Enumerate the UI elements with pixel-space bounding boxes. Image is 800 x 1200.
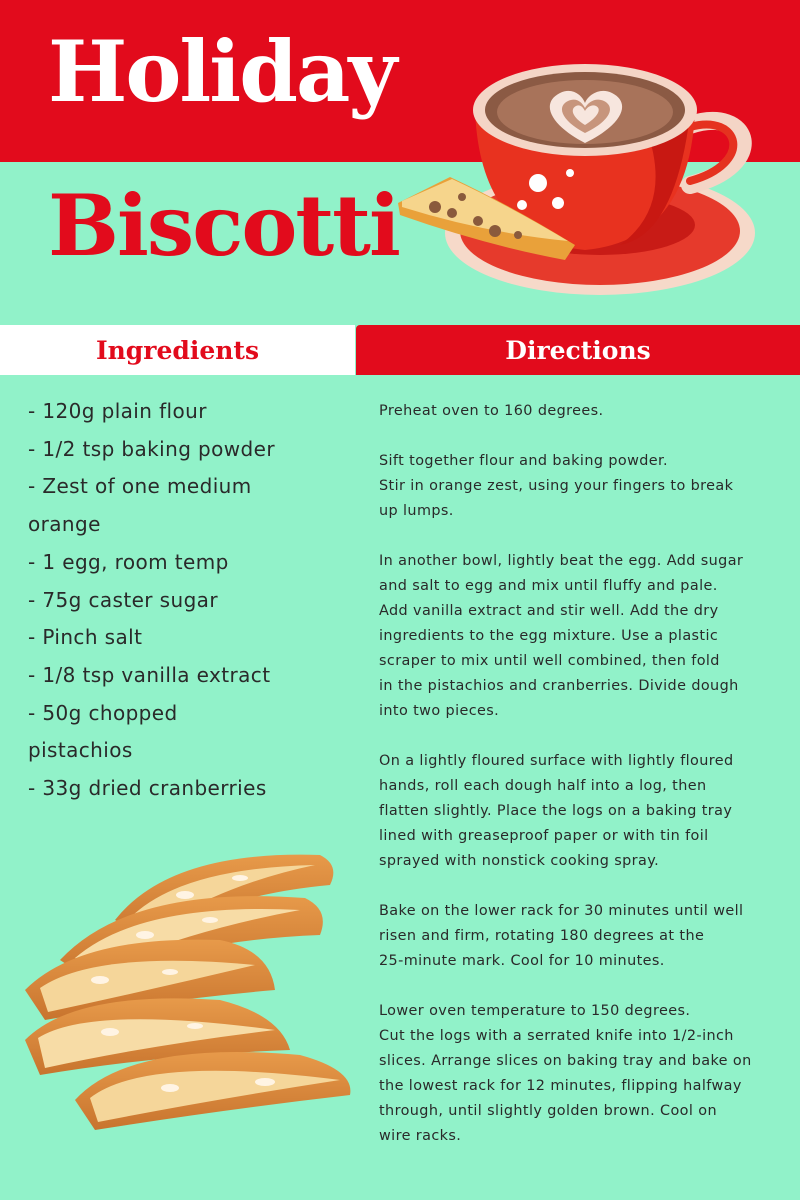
direction-step: Preheat oven to 160 degrees. (379, 403, 604, 419)
ingredient-item: - 33g dried cranberries (28, 776, 267, 801)
ingredient-item: - 1/8 tsp vanilla extract (28, 662, 271, 687)
direction-step: On a lightly floured surface with lightly floured hands, roll each dough half into a log, then flatten slightly. Place the logs on a baking tray lined with greaseproof paper or with tin foil sprayed with nonstick cooking spray. (379, 753, 734, 869)
biscotti-pile-illustration (20, 840, 360, 1140)
directions-header: Directions (356, 325, 800, 375)
ingredients-header: Ingredients (0, 325, 355, 375)
title-holiday: Holiday (48, 22, 396, 121)
ingredient-item: - Zest of one medium (28, 474, 252, 499)
ingredient-item: - 50g chopped (28, 700, 178, 725)
ingredient-item: - Pinch salt (28, 625, 143, 650)
direction-step: Bake on the lower rack for 30 minutes until well risen and firm, rotating 180 degrees at the 25-minute mark. Cool for 10 minutes. (379, 903, 744, 969)
title-biscotti: Biscotti (48, 176, 399, 275)
ingredient-item: pistachios (28, 738, 133, 763)
direction-step: Sift together flour and baking powder. Stir in orange zest, using your fingers to break up lumps. (379, 453, 734, 519)
ingredient-item: - 120g plain flour (28, 399, 207, 423)
ingredient-item: orange (28, 512, 101, 537)
ingredient-item: - 1/2 tsp baking powder (28, 436, 275, 461)
direction-step: Lower oven temperature to 150 degrees. Cut the logs with a serrated knife into 1/2-inch slices. Arrange slices on baking tray and bake on the lowest rack for 12 minutes, flipping halfway through, until slightly golden brown. Cool on wire racks. (379, 1003, 752, 1144)
directions-column (379, 399, 779, 1174)
coffee-cup-illustration (390, 55, 770, 310)
ingredients-list (28, 393, 348, 808)
direction-step: In another bowl, lightly beat the egg. Add sugar and salt to egg and mix until fluffy and pale. Add vanilla extract and stir well. Add the dry ingredients to the egg mixture. Use a plastic scraper to mix until well combined, then fold in the pistachios and cranberries. Divide dough into two pieces. (379, 553, 744, 719)
ingredient-item: - 1 egg, room temp (28, 549, 229, 574)
ingredient-item: - 75g caster sugar (28, 587, 218, 612)
